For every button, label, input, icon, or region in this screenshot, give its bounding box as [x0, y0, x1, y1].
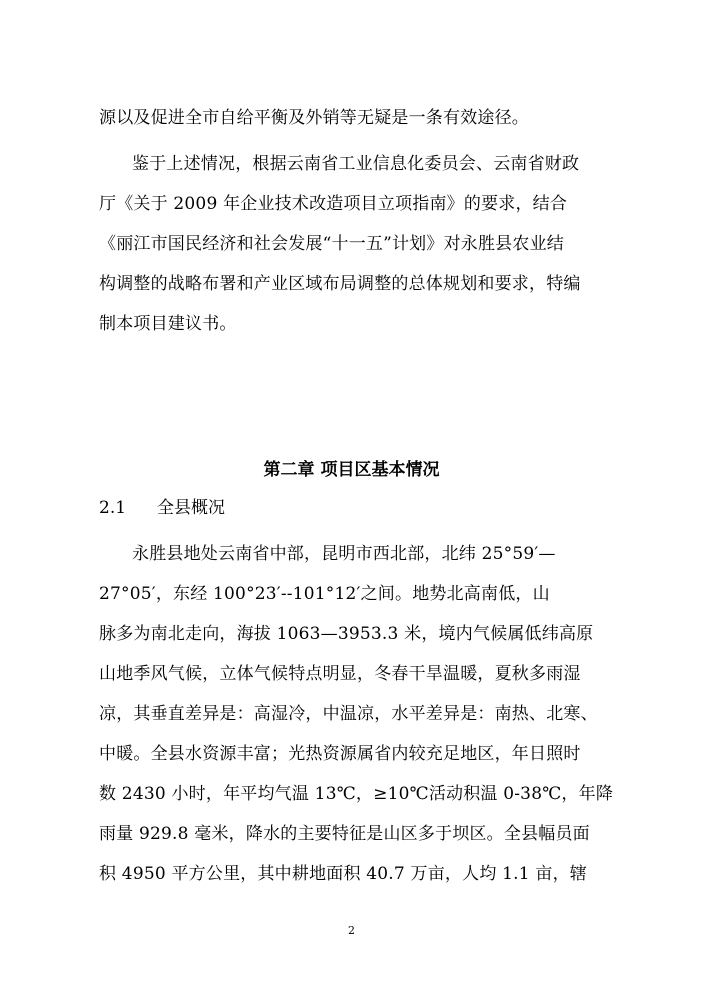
purpose-paragraph-line: 厅《关于 2009 年企业技术改造项目立项指南》的要求，结合	[99, 194, 568, 214]
purpose-paragraph-line: 鉴于上述情况，根据云南省工业信息化委员会、云南省财政	[132, 154, 580, 174]
county-paragraph-line: 脉多为南北走向，海拔 1063—3953.3 米，境内气候属低纬高原	[99, 624, 594, 644]
section-title: 全县概况	[157, 498, 225, 518]
purpose-paragraph-line: 《丽江市国民经济和社会发展“十一五”计划》对永胜县农业结	[99, 234, 564, 254]
section-number: 2.1	[99, 498, 127, 518]
purpose-paragraph-line: 制本项目建议书。	[99, 314, 237, 334]
page-number: 2	[348, 924, 355, 937]
county-paragraph-line: 雨量 929.8 毫米，降水的主要特征是山区多于坝区。全县幅员面	[99, 824, 590, 844]
county-paragraph-line: 凉，其垂直差异是：高湿冷，中温凉，水平差异是：南热、北寒、	[99, 704, 598, 724]
purpose-paragraph-line: 构调整的战略布署和产业区域布局调整的总体规划和要求，特编	[99, 274, 581, 294]
county-paragraph-line: 数 2430 小时，年平均气温 13℃，≥10℃活动积温 0-38℃，年降	[99, 784, 614, 804]
intro-paragraph-line: 源以及促进全市自给平衡及外销等无疑是一条有效途径。	[99, 108, 529, 128]
chapter-heading: 第二章 项目区基本情况	[263, 460, 440, 480]
county-paragraph-line: 积 4950 平方公里，其中耕地面积 40.7 万亩，人均 1.1 亩，辖	[99, 864, 587, 884]
county-paragraph-line: 中暖。全县水资源丰富；光热资源属省内较充足地区，年日照时	[99, 744, 581, 764]
county-paragraph-line: 永胜县地处云南省中部，昆明市西北部，北纬 25°59′—	[132, 544, 556, 564]
county-paragraph-line: 27°05′，东经 100°23′--101°12′之间。地势北高南低，山	[99, 584, 550, 604]
county-paragraph-line: 山地季风气候，立体气候特点明显，冬春干旱温暖，夏秋多雨湿	[99, 664, 581, 684]
section-heading	[99, 496, 225, 520]
